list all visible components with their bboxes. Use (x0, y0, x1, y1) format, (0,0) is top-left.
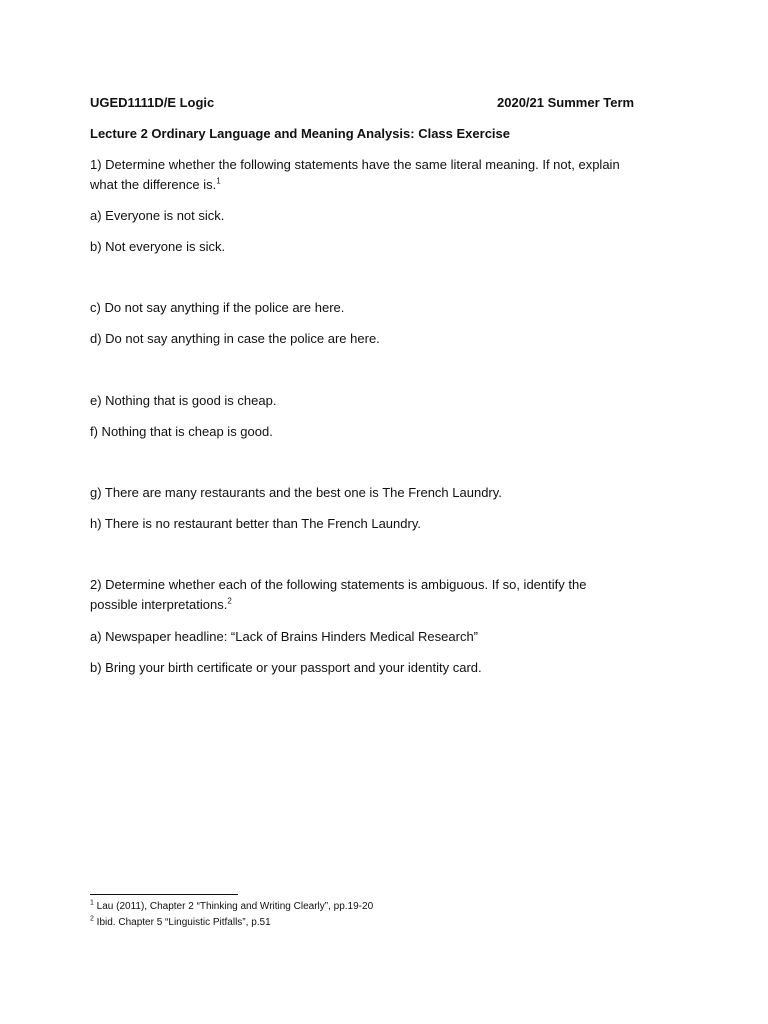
footnote-2-mark: 2 (90, 915, 94, 923)
footnote-ref-2: 2 (227, 596, 232, 606)
statement-e: e) Nothing that is good is cheap. (90, 393, 277, 408)
question-2-line-2 (90, 595, 232, 615)
statement-b: b) Not everyone is sick. (90, 239, 226, 254)
statement-g: g) There are many restaurants and the best one is The French Laundry. (90, 485, 502, 500)
question-2-line-2-text: possible interpretations. (90, 597, 228, 612)
footnote-2 (90, 916, 271, 930)
statement-c: c) Do not say anything if the police are here. (90, 300, 345, 315)
footnote-1 (90, 900, 373, 914)
question-1-line-2-text: what the difference is. (90, 177, 217, 192)
statement-d: d) Do not say anything in case the police are here. (90, 331, 380, 346)
footnote-ref-1: 1 (216, 176, 221, 186)
term-label: 2020/21 Summer Term (497, 95, 635, 110)
course-title: UGED1111D/E Logic (90, 95, 215, 110)
footnote-2-text: Ibid. Chapter 5 “Linguistic Pitfalls”, p.51 (93, 917, 271, 928)
statement-f: f) Nothing that is cheap is good. (90, 424, 273, 439)
lecture-title: Lecture 2 Ordinary Language and Meaning Analysis: Class Exercise (90, 126, 510, 141)
statement-a: a) Everyone is not sick. (90, 208, 225, 223)
footnote-separator (90, 894, 238, 895)
footnote-1-mark: 1 (90, 899, 94, 907)
statement-2b: b) Bring your birth certificate or your passport and your identity card. (90, 660, 482, 675)
question-1-line-2 (90, 175, 221, 195)
footnote-1-text: Lau (2011), Chapter 2 “Thinking and Writing Clearly”, pp.19-20 (93, 901, 374, 912)
statement-h: h) There is no restaurant better than The French Laundry. (90, 516, 421, 531)
question-1-line-1: 1) Determine whether the following statements have the same literal meaning. If not, explain (90, 157, 620, 172)
statement-2a: a) Newspaper headline: “Lack of Brains Hinders Medical Research” (90, 629, 479, 644)
question-2-line-1: 2) Determine whether each of the following statements is ambiguous. If so, identify the (90, 577, 587, 592)
